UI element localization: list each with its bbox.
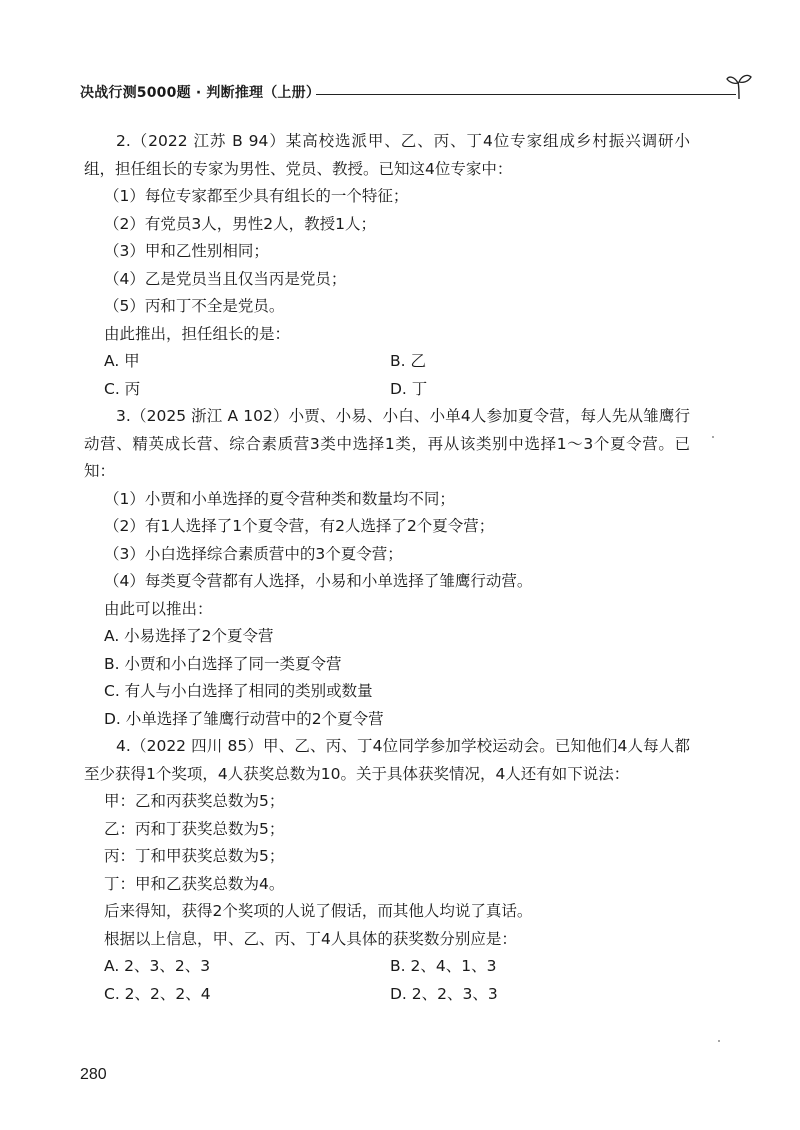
sprout-icon	[726, 72, 752, 100]
option-a[interactable]: A. 甲	[104, 352, 140, 370]
question-stem: 3.（2025 浙江 A 102）小贾、小易、小白、小单4人参加夏令营，每人先从雏鹰行动营、精英成长营、综合素质营3类中选择1类，再从该类别中选择1～3个夏令营。已知：	[84, 407, 690, 480]
question-2	[84, 128, 690, 403]
condition-item: （1）小贾和小单选择的夏令营种类和数量均不同；	[104, 489, 455, 508]
option-a[interactable]: A. 小易选择了2个夏令营	[104, 627, 274, 645]
option-row	[84, 376, 690, 404]
option-d[interactable]: D. 小单选择了雏鹰行动营中的2个夏令营	[104, 709, 384, 728]
option-c[interactable]: C. 2、2、2、4	[104, 984, 211, 1003]
book-title: 决战行测5000题 · 判断推理（上册）	[80, 85, 321, 101]
running-header	[80, 80, 670, 108]
scan-speck	[712, 436, 714, 438]
question-prompt: 由此可以推出：	[104, 599, 213, 618]
option-d[interactable]: D. 2、2、3、3	[390, 984, 498, 1003]
condition-item: （2）有党员3人，男性2人，教授1人；	[104, 214, 376, 233]
statement-item: 丁：甲和乙获奖总数为4。	[104, 874, 285, 893]
scan-speck	[718, 1040, 720, 1042]
option-b[interactable]: B. 小贾和小白选择了同一类夏令营	[104, 654, 342, 673]
condition-item: （1）每位专家都至少具有组长的一个特征；	[104, 187, 409, 205]
question-4	[84, 733, 690, 1008]
question-prompt: 由此推出，担任组长的是：	[104, 324, 291, 343]
option-b[interactable]: B. 乙	[390, 352, 426, 370]
condition-item: （4）乙是党员当且仅当丙是党员；	[104, 269, 347, 288]
condition-item: （3）甲和乙性别相同；	[104, 242, 269, 260]
question-note: 后来得知，获得2个奖项的人说了假话，而其他人均说了真话。	[104, 902, 533, 920]
option-row	[84, 953, 690, 981]
question-prompt: 根据以上信息，甲、乙、丙、丁4人具体的获奖数分别应是：	[104, 929, 517, 948]
condition-item: （5）丙和丁不全是党员。	[104, 297, 285, 315]
question-3	[84, 403, 690, 733]
page-number: 280	[80, 1066, 107, 1083]
option-a[interactable]: A. 2、3、2、3	[104, 957, 211, 975]
question-stem: 4.（2022 四川 85）甲、乙、丙、丁4位同学参加学校运动会。已知他们4人每人都至少获得1个奖项，4人获奖总数为10。关于具体获奖情况，4人还有如下说法：	[84, 737, 690, 783]
statement-item: 丙：丁和甲获奖总数为5；	[104, 847, 285, 865]
statement-item: 乙：丙和丁获奖总数为5；	[104, 819, 285, 838]
option-c[interactable]: C. 丙	[104, 379, 141, 398]
option-row	[84, 348, 690, 376]
page-content	[84, 128, 690, 1008]
option-b[interactable]: B. 2、4、1、3	[390, 957, 497, 975]
header-rule	[316, 94, 736, 95]
condition-item: （3）小白选择综合素质营中的3个夏令营；	[104, 544, 403, 563]
option-c[interactable]: C. 有人与小白选择了相同的类别或数量	[104, 682, 373, 700]
option-row	[84, 981, 690, 1009]
statement-item: 甲：乙和丙获奖总数为5；	[104, 792, 285, 810]
option-d[interactable]: D. 丁	[390, 379, 428, 398]
condition-item: （2）有1人选择了1个夏令营，有2人选择了2个夏令营；	[104, 517, 495, 535]
question-stem: 2.（2022 江苏 B 94）某高校选派甲、乙、丙、丁4位专家组成乡村振兴调研小组，担任组长的专家为男性、党员、教授。已知这4位专家中：	[84, 132, 690, 178]
condition-item: （4）每类夏令营都有人选择，小易和小单选择了雏鹰行动营。	[104, 572, 533, 590]
